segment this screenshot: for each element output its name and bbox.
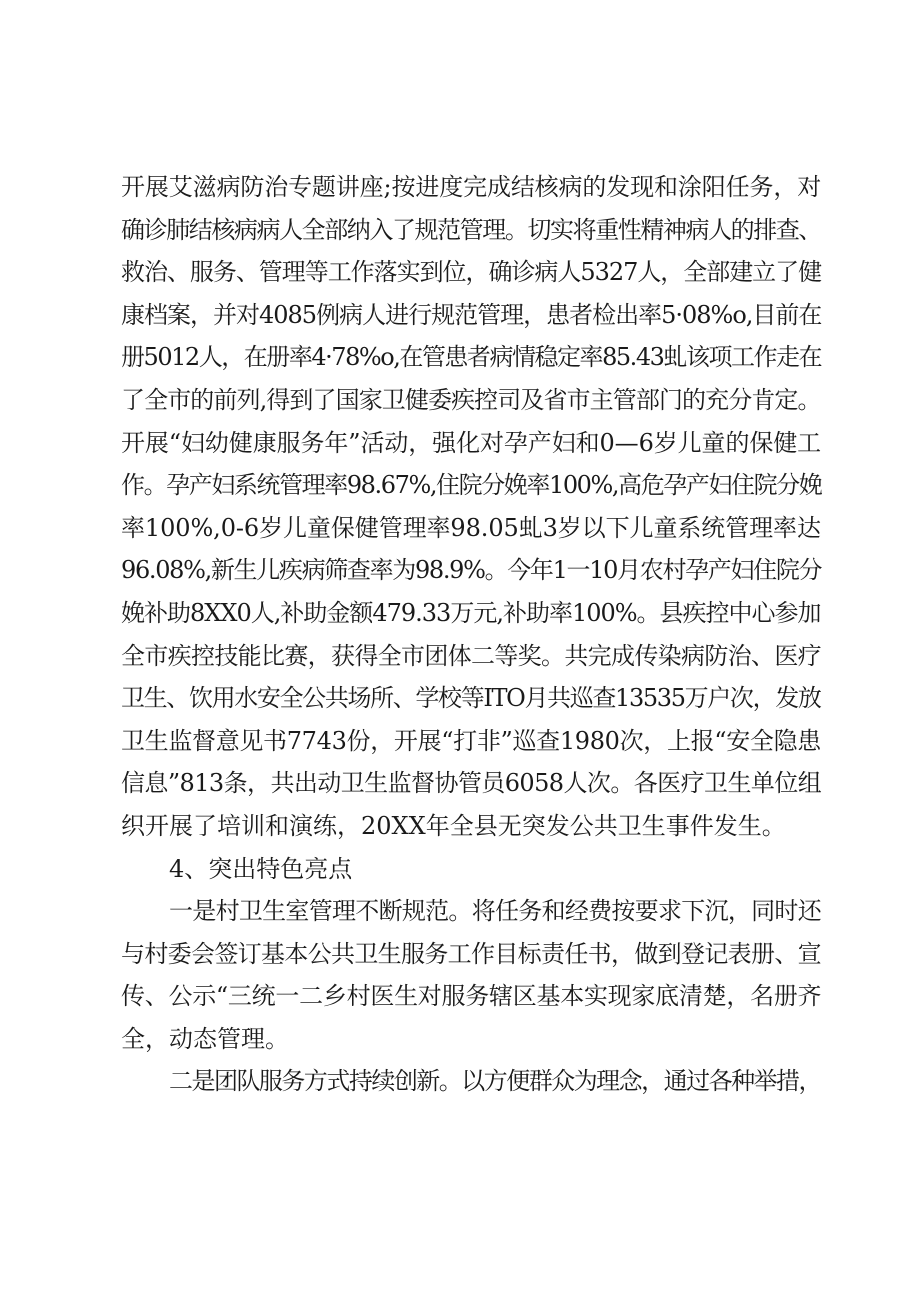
text-line: 康档案，并对4085例病人进行规范管理，患者检出率5·08%o,目前在	[121, 300, 822, 329]
document-body	[121, 166, 821, 1103]
text-line: 册5012人，在册率4·78%o,在管患者病情稳定率85.43虬该项工作走在	[121, 343, 822, 372]
text-line: 与村委会签订基本公共卫生服务工作目标责任书，做到登记表册、宣	[121, 939, 821, 968]
text-line: 率100%,0-6岁儿童保健管理率98.05虬3岁以下儿童系统管理率达	[121, 513, 821, 542]
text-line: 96.08%,新生儿疾病筛查率为98.9%。今年1一10月农村孕产妇住院分	[121, 556, 822, 585]
text-line: 救治、服务、管理等工作落实到位，确诊病人5327人，全部建立了健	[121, 258, 822, 287]
text-line: 全，动态管理。	[121, 1024, 289, 1053]
text-line: 开展艾滋病防治专题讲座;按进度完成结核病的发现和涂阳任务，对	[121, 173, 822, 201]
text-line: 一是村卫生室管理不断规范。将任务和经费按要求下沉，同时还	[169, 897, 821, 926]
text-line: 信息”813条，共出动卫生监督协管员6058人次。各医疗卫生单位组	[121, 769, 822, 798]
text-line: 卫生监督意见书7743份，开展“打非”巡查1980次，上报“安全隐患	[121, 726, 821, 755]
text-line: 4、突出特色亮点	[169, 854, 353, 883]
text-line: 开展“妇幼健康服务年”活动，强化对孕产妇和0—6岁儿童的保健工	[121, 428, 822, 457]
text-line: 全市疾控技能比赛，获得全市团体二等奖。共完成传染病防治、医疗	[121, 641, 821, 670]
text-line: 作。孕产妇系统管理率98.67%,住院分娩率100%,高危孕产妇住院分娩	[121, 471, 822, 500]
text-line: 确诊肺结核病病人全部纳入了规范管理。切实将重性精神病人的排查、	[121, 215, 821, 244]
text-line: 娩补助8XX0人,补助金额479.33万元,补助率100%。县疾控中心参加	[121, 598, 821, 627]
text-line: 传、公示“三统一二乡村医生对服务辖区基本实现家底清楚，名册齐	[121, 982, 822, 1011]
text-line: 卫生、饮用水安全公共场所、学校等ITO月共巡查13535万户次，发放	[121, 684, 821, 713]
text-line: 织开展了培训和演练，20XX年全县无突发公共卫生事件发生。	[121, 811, 786, 840]
text-line: 了全市的前列,得到了国家卫健委疾控司及省市主管部门的充分肯定。	[121, 385, 821, 414]
text-line: 二是团队服务方式持续创新。以方便群众为理念，通过各种举措，	[169, 1067, 821, 1096]
